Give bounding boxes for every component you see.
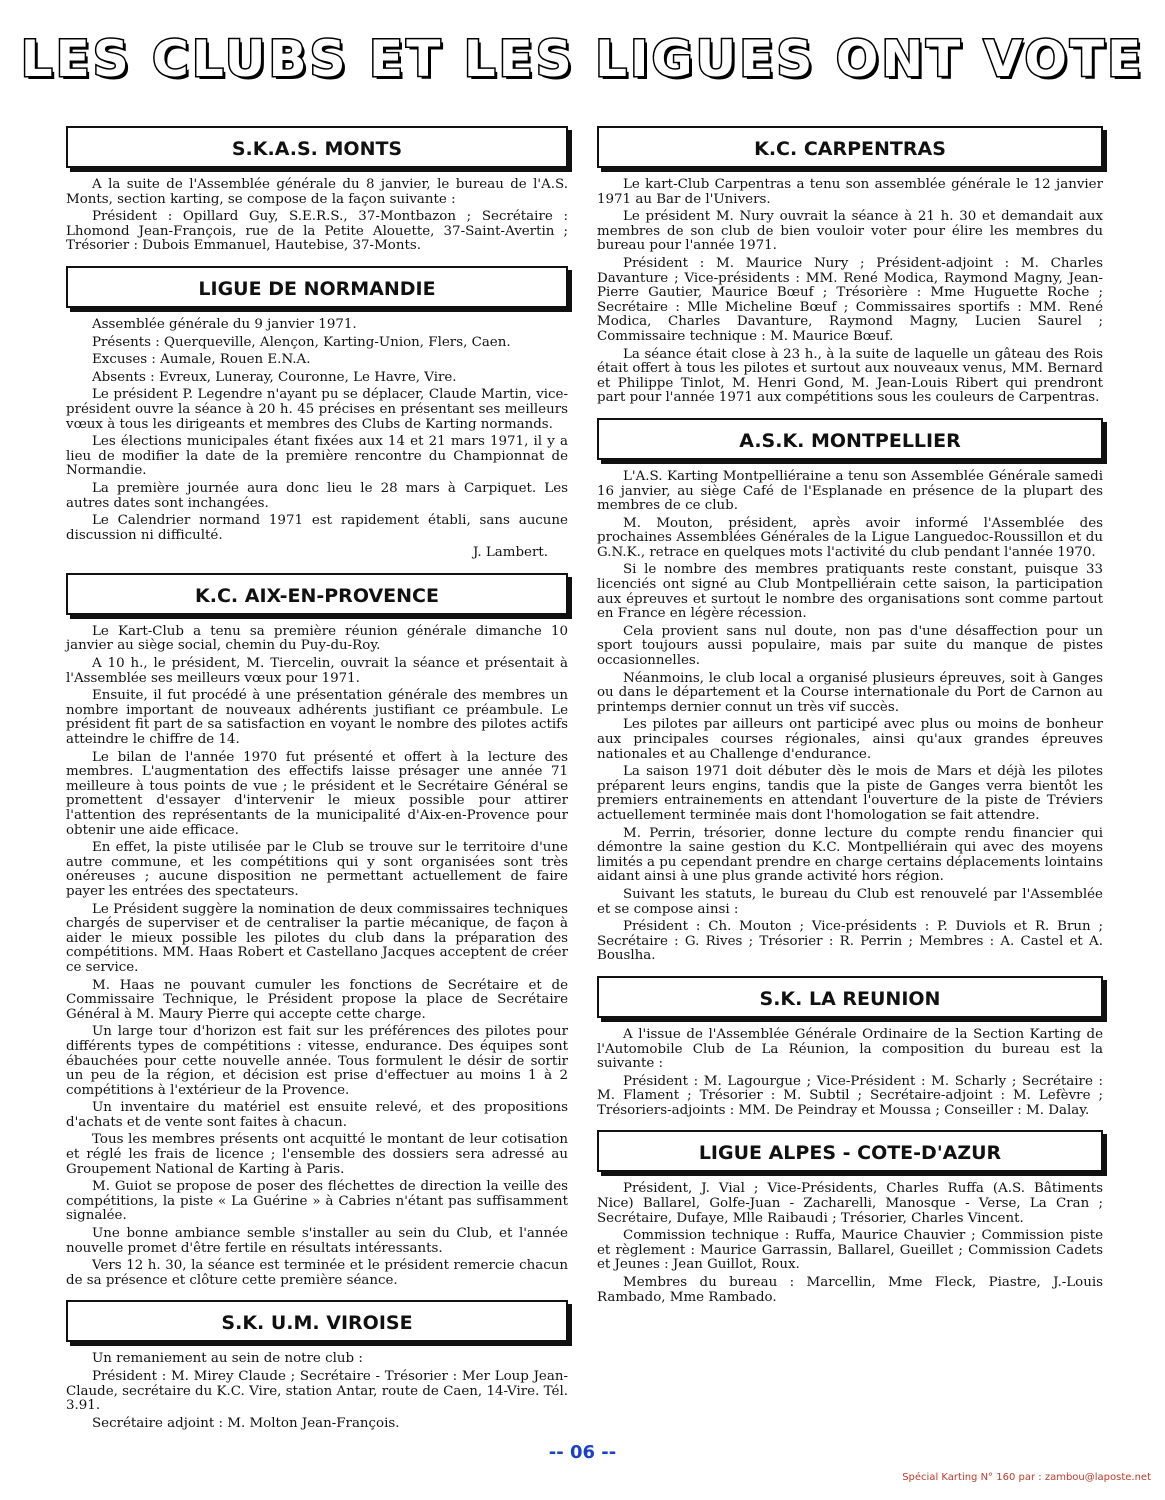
paragraph: La séance était close à 23 h., à la suite de laquelle un gâteau des Rois était offert à tous les pilotes et surtout aux nouveaux venus, MM. Bernard et Philippe Tinlot, M. Henri Gond, M. Jean-Louis Ribert qui prendront part pour l'année 1971 aux compétitions sous les couleurs de Carpentras. (597, 346, 1103, 406)
paragraph: M. Haas ne pouvant cumuler les fonctions de Secrétaire et de Commissaire Technique, le Président propose la place de Secrétaire Général à M. Maury Pierre qui accepte cette charge. (66, 977, 568, 1022)
paragraph: Président : Ch. Mouton ; Vice-présidents : P. Duviols et R. Brun ; Secrétaire : G. Rives ; Trésorier : R. Perrin ; Membres : A. Castel et A. Bouslha. (597, 919, 1103, 964)
club-sk-reunion (597, 976, 1103, 1119)
credit-line: Spécial Karting N° 160 par : zambou@laposte.net (902, 1472, 1151, 1483)
signature: J. Lambert. (473, 545, 548, 561)
club-kc-carpentras (597, 126, 1103, 406)
paragraph: A la suite de l'Assemblée générale du 8 janvier, le bureau de l'A.S. Monts, section karting, se compose de la façon suivante : (66, 177, 568, 207)
club-sk-viroise (66, 1300, 568, 1431)
club-header: K.C. AIX-EN-PROVENCE (66, 573, 568, 615)
paragraph: Le président P. Legendre n'ayant pu se déplacer, Claude Martin, vice-président ouvre la séance à 20 h. 45 précises en présentant ses meilleurs vœux à tous les dirigeants et membres des Clubs de Karting normands. (66, 387, 568, 432)
paragraph: Secrétaire adjoint : M. Molton Jean-François. (92, 1415, 400, 1431)
paragraph: Vers 12 h. 30, la séance est terminée et le président remercie chacun de sa présence et clôture cette première séance. (66, 1258, 568, 1288)
club-header: S.K. U.M. VIROISE (66, 1300, 568, 1342)
club-header: A.S.K. MONTPELLIER (597, 418, 1103, 460)
paragraph: Commission technique : Ruffa, Maurice Chauvier ; Commission piste et règlement : Maurice Garrassin, Ballarel, Gueillet ; Commission Cadets et Jeunes : Jean Guillot, Roux. (597, 1228, 1103, 1273)
paragraph: Une bonne ambiance semble s'installer au sein du Club, et l'année nouvelle promet d'être fertile en résultats intéressants. (66, 1226, 568, 1256)
paragraph: La saison 1971 doit débuter dès le mois de Mars et déjà les pilotes préparent leurs engins, tandis que la piste de Ganges verra bientôt les premiers entrainements en attendant l'ouverture de la piste de Tréviers actuellement terminée mais dont l'homologation se fait attendre. (597, 764, 1103, 823)
paragraph: A l'issue de l'Assemblée Générale Ordinaire de la Section Karting de l'Automobile Club de La Réunion, la composition du bureau est la suivante : (597, 1026, 1103, 1072)
paragraph: Cela provient sans nul doute, non pas d'une désaffection pour un sport toujours aussi populaire, mais par suite du manque de pistes occasionnelles. (597, 623, 1103, 669)
paragraph: Le Kart-Club a tenu sa première réunion générale dimanche 10 janvier au siège social, chemin du Puy-du-Roy. (66, 623, 568, 654)
right-column (597, 126, 1103, 1317)
paragraph: Président : M. Lagourgue ; Vice-Président : M. Scharly ; Secrétaire : M. Flament ; Trésorier : M. Subtil ; Secrétaire-adjoint : M. Lefèvre ; Trésoriers-adjoints : MM. De Peindray et Moussa ; Conseiller : M. Dalay. (597, 1073, 1103, 1118)
paragraph: Assemblée générale du 9 janvier 1971. (92, 316, 357, 332)
paragraph: Président : Opillard Guy, S.E.R.S., 37-Montbazon ; Secrétaire : Lhomond Jean-François, rue de la Petite Alouette, 37-Saint-Avertin ; Trésorier : Dubois Emmanuel, Hautebise, 37-Monts. (66, 209, 568, 254)
page-title: LES CLUBS ET LES LIGUES ONT VOTE (20, 30, 1145, 88)
paragraph: Le Calendrier normand 1971 est rapidement établi, sans aucune discussion ni difficulté. (66, 513, 568, 543)
paragraph: Suivant les statuts, le bureau du Club est renouvelé par l'Assemblée et se compose ainsi : (597, 886, 1103, 917)
club-header: LIGUE DE NORMANDIE (66, 266, 568, 308)
paragraph: A 10 h., le président, M. Tiercelin, ouvrait la séance et présentait à l'Assemblée ses meilleurs vœux pour 1971. (66, 656, 568, 686)
paragraph: Le président M. Nury ouvrait la séance à 21 h. 30 et demandait aux membres de son club de bien vouloir voter pour élire les membres du bureau pour l'année 1971. (597, 209, 1103, 254)
paragraph: Absents : Evreux, Luneray, Couronne, Le Havre, Vire. (92, 369, 457, 385)
paragraph: Ensuite, il fut procédé à une présentation générale des membres un nombre important de nouveaux adhérents justifiant ce préambule. Le président fit part de sa satisfaction en voyant le nombre des pilotes actifs atteindre le chiffre de 14. (66, 688, 568, 748)
paragraph: Le bilan de l'année 1970 fut présenté et offert à la lecture des membres. L'augmentation des effectifs laisse présager une année 71 meilleure à tous points de vue ; le président et le Secrétaire Général se promettent d'essayer d'intervenir le mieux possible pour attirer l'attention des représentants de la municipalité d'Aix-en-Provence pour obtenir une aide efficace. (66, 749, 568, 838)
paragraph: Tous les membres présents ont acquitté le montant de leur cotisation et réglé les frais de licence ; l'ensemble des dossiers sera adressé au Groupement National de Karting à Paris. (66, 1132, 568, 1177)
paragraph: En effet, la piste utilisée par le Club se trouve sur le territoire d'une autre commune, et les compétitions qui y sont organisées sont très onéreuses ; aucune disposition ne permettant actuellement de faire payer les entrées des spectateurs. (66, 840, 568, 899)
club-skas-monts (66, 126, 568, 254)
paragraph: M. Mouton, président, après avoir informé l'Assemblée des prochaines Assemblées Générales de la Ligue Languedoc-Roussillon et du G.N.K., retrace en quelques mots l'activité du club pendant l'année 1970. (597, 515, 1103, 560)
paragraph: Membres du bureau : Marcellin, Mme Fleck, Piastre, J.-Louis Rambado, Mme Rambado. (597, 1275, 1103, 1305)
left-column (66, 126, 568, 1443)
paragraph: Un large tour d'horizon est fait sur les préférences des pilotes pour différents types de compétitions : vitesse, endurance. Des équipes sont ébauchées pour cette nouvelle année. Tous formulent le désir de sortir un peu de la région, et décision est prise d'effectuer au moins 1 à 2 compétitions à l'extérieur de la Provence. (66, 1024, 568, 1098)
paragraph: Les élections municipales étant fixées aux 14 et 21 mars 1971, il y a lieu de modifier la date de la première rencontre du Championnat de Normandie. (66, 434, 568, 479)
paragraph: Président : M. Mirey Claude ; Secrétaire - Trésorier : Mer Loup Jean-Claude, secrétaire du K.C. Vire, station Antar, route de Caen, 14-Vire. Tél. 3.91. (66, 1369, 568, 1414)
paragraph: Président : M. Maurice Nury ; Président-adjoint : M. Charles Davanture ; Vice-présidents : MM. René Modica, Raymond Magny, Jean-Pierre Gautier, Maurice Bœuf ; Trésorière : Mme Huguette Roche ; Secrétaire : Mlle Micheline Bœuf ; Commissaires sportifs : MM. René Modica, Charles Davanture, Raymond Magny, Lucien Saurel ; Commissaire technique : M. Maurice Bœuf. (597, 255, 1103, 344)
club-ligue-alpes (597, 1130, 1103, 1305)
page-number: -- 06 -- (548, 1442, 617, 1463)
paragraph: Le kart-Club Carpentras a tenu son assemblée générale le 12 janvier 1971 au Bar de l'Univers. (597, 177, 1103, 207)
paragraph: Excuses : Aumale, Rouen E.N.A. (92, 352, 311, 368)
club-header: S.K.A.S. MONTS (66, 126, 568, 168)
paragraph: Le Président suggère la nomination de deux commissaires techniques chargés de superviser et de centraliser la partie mécanique, de façon à aider le mieux possible les pilotes du club dans la préparation des compétitions. MM. Haas Robert et Castellano Jacques acceptent de créer ce service. (66, 901, 568, 975)
paragraph: M. Perrin, trésorier, donne lecture du compte rendu financier qui démontre la saine gestion du K.C. Montpelliérain qui avec des moyens limités a pu cependant prendre en charge certains déplacements lointains aidant ainsi à une plus grande activité hors région. (597, 825, 1103, 885)
paragraph: Président, J. Vial ; Vice-Présidents, Charles Ruffa (A.S. Bâtiments Nice) Ballarel, Golfe-Juan - Zacharelli, Manosque - Verse, La Cran ; Secrétaire, Dufaye, Mlle Raibaudi ; Trésorier, Charles Vincent. (597, 1181, 1103, 1226)
paragraph: M. Guiot se propose de poser des fléchettes de direction la veille des compétitions, la piste « La Guérine » à Cabries n'étant pas suffisamment signalée. (66, 1179, 568, 1224)
paragraph: Néanmoins, le club local a organisé plusieurs épreuves, soit à Ganges ou dans le département et la Course internationale du Port de Carnon au printemps dernier connut un très vif succès. (597, 670, 1103, 715)
paragraph: L'A.S. Karting Montpelliéraine a tenu son Assemblée Générale samedi 16 janvier, au siège Café de l'Esplanade en présence de la plupart des membres de ce club. (597, 468, 1103, 514)
club-kc-aix (66, 573, 568, 1289)
paragraph: La première journée aura donc lieu le 28 mars à Carpiquet. Les autres dates sont inchangées. (66, 480, 568, 511)
club-header: S.K. LA REUNION (597, 976, 1103, 1018)
paragraph: Un inventaire du matériel est ensuite relevé, et des propositions d'achats et de vente sont faites à chacun. (66, 1100, 568, 1130)
club-header: K.C. CARPENTRAS (597, 126, 1103, 168)
paragraph: Un remaniement au sein de notre club : (92, 1351, 363, 1367)
club-header: LIGUE ALPES - COTE-D'AZUR (597, 1130, 1103, 1172)
club-ligue-normandie (66, 266, 568, 561)
club-ask-montpellier (597, 418, 1103, 964)
paragraph: Les pilotes par ailleurs ont participé avec plus ou moins de bonheur aux principales courses régionales, ainsi qu'aux grandes épreuves nationales et au Challenge d'endurance. (597, 717, 1103, 762)
paragraph: Présents : Querqueville, Alençon, Karting-Union, Flers, Caen. (92, 334, 511, 350)
paragraph: Si le nombre des membres pratiquants reste constant, puisque 33 licenciés ont signé au Club Montpelliérain cette saison, la participation aux épreuves et surtout le nombre des organisations sont comme partout en France en légère récession. (597, 562, 1103, 622)
